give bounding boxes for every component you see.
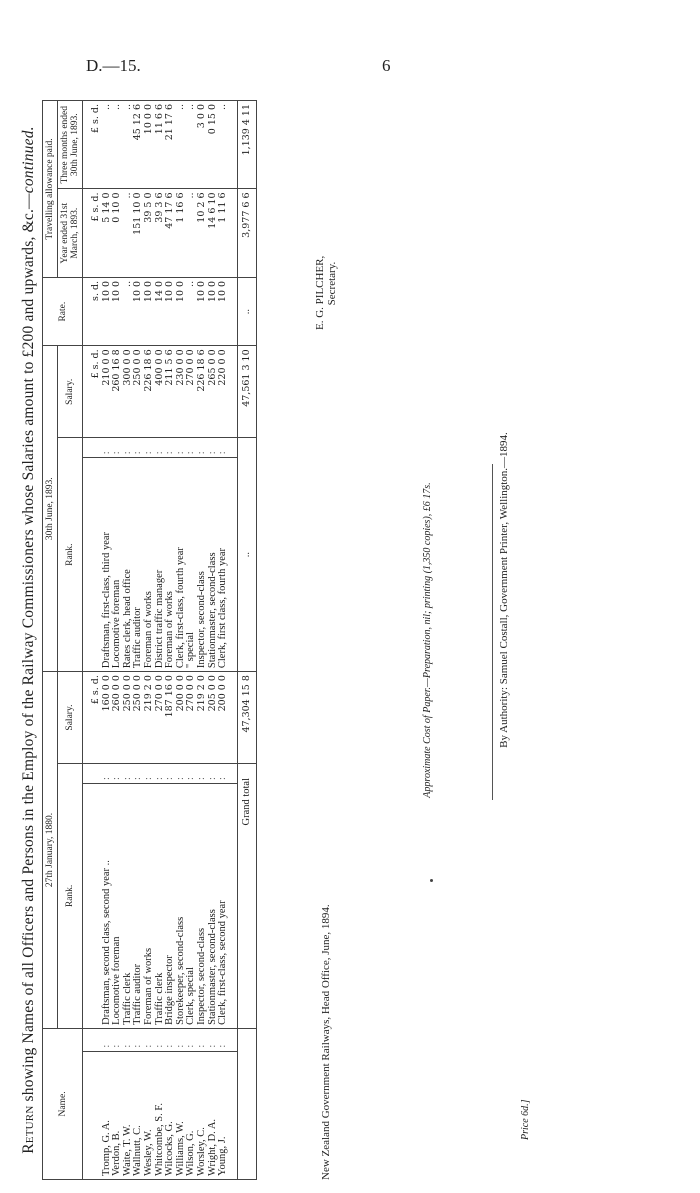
row-travel-three-months: 3 0 0 <box>197 101 208 190</box>
row-rank-1893: Clerk, first-class, fourth year <box>176 458 187 672</box>
header-travelling: Travelling allowance paid. <box>43 101 58 278</box>
row-salary-1880: 200 0 0 <box>176 672 187 764</box>
row-leader: : <box>186 1028 197 1051</box>
row-rank-1893: Foreman of works <box>144 458 155 672</box>
row-leader: : <box>165 1028 176 1051</box>
title-continued: continued. <box>20 126 37 194</box>
row-salary-1880: 270 0 0 <box>186 672 197 764</box>
header-name: Name. <box>43 1028 83 1179</box>
row-travel-three-months: 0 15 0 <box>208 101 219 190</box>
row-salary-1893: 230 0 0 <box>176 346 187 438</box>
row-salary-1893: 260 16 8 <box>112 346 123 438</box>
grand-total-row <box>237 101 257 1180</box>
row-rank-1893: Foreman of works <box>165 458 176 672</box>
row-salary-1880: 187 16 0 <box>165 672 176 764</box>
row-rate: 10 0 <box>112 277 123 345</box>
row-name: Whitcombe, S. F. <box>155 1051 166 1179</box>
row-leader: : <box>186 438 197 458</box>
row-salary-1893: 226 18 6 <box>144 346 155 438</box>
row-salary-1880: 205 0 0 <box>208 672 219 764</box>
row-leader: : <box>112 763 123 783</box>
row-leader: : <box>112 438 123 458</box>
signature-block <box>314 256 338 330</box>
page-number: 6 <box>382 56 391 75</box>
units-row <box>83 101 102 1180</box>
row-leader: : <box>102 438 113 458</box>
row-rank-1880: Inspector, second-class <box>197 783 208 1028</box>
row-salary-1880: 219 2 0 <box>144 672 155 764</box>
row-travel-three-months: .. <box>186 101 197 190</box>
row-leader: : <box>218 1028 237 1051</box>
row-travel-year: 0 10 0 <box>112 189 123 277</box>
price: Price 6d.] <box>520 1099 531 1140</box>
row-rank-1893: Inspector, second-class <box>197 458 208 672</box>
row-name: Tromp, G. A. <box>102 1051 113 1179</box>
row-travel-year: 1 16 6 <box>176 189 187 277</box>
unit-label: £ s. d. <box>83 189 102 277</box>
row-salary-1893: 300 0 0 <box>123 346 134 438</box>
row-travel-year: 10 2 6 <box>197 189 208 277</box>
header-june-1893: 30th June, 1893. <box>43 346 58 672</box>
row-leader: : <box>208 1028 219 1051</box>
row-travel-three-months: 45 12 6 <box>133 101 144 190</box>
row-name: Worsley, C. <box>197 1051 208 1179</box>
row-leader: : <box>197 1028 208 1051</box>
table-row <box>144 101 155 1180</box>
unit-label: £ s. d. <box>83 672 102 764</box>
row-leader: : <box>133 1028 144 1051</box>
row-rate: 10 0 <box>144 277 155 345</box>
row-rank-1880: Locomotive foreman <box>112 783 123 1028</box>
row-salary-1880: 260 0 0 <box>112 672 123 764</box>
row-travel-year: .. <box>123 189 134 277</box>
row-travel-year: 14 6 10 <box>208 189 219 277</box>
authority-rule <box>492 464 493 800</box>
row-travel-three-months: .. <box>176 101 187 190</box>
row-leader: : <box>102 1028 113 1051</box>
row-rank-1893: Rates clerk, head office <box>123 458 134 672</box>
total-rate: .. <box>237 277 257 345</box>
unit-label: s. d. <box>83 277 102 345</box>
office-line: New Zealand Government Railways, Head Office, June, 1894. <box>320 904 332 1180</box>
row-travel-three-months: .. <box>218 101 237 190</box>
row-rank-1880: Traffic auditor <box>133 783 144 1028</box>
row-rank-1880: Storekeeper, second-class <box>176 783 187 1028</box>
row-salary-1893: 265 0 0 <box>208 346 219 438</box>
header-year-ended: Year ended 31st March, 1893. <box>58 189 83 277</box>
row-leader: : <box>133 438 144 458</box>
row-rank-1880: Traffic clerk <box>155 783 166 1028</box>
row-leader: : <box>176 1028 187 1051</box>
row-rank-1880: Draftsman, second class, second year .. <box>102 783 113 1028</box>
row-salary-1893: 220 0 0 <box>218 346 237 438</box>
row-travel-three-months: .. <box>112 101 123 190</box>
row-leader: : <box>144 763 155 783</box>
row-rank-1880: Foreman of works <box>144 783 155 1028</box>
row-travel-year: 39 3 6 <box>155 189 166 277</box>
row-rate: 10 0 <box>102 277 113 345</box>
header-rank-1893: Rank. <box>58 438 83 672</box>
row-leader: : <box>208 763 219 783</box>
row-salary-1880: 200 0 0 <box>218 672 237 764</box>
row-rate: 10 0 <box>197 277 208 345</box>
row-travel-year: 151 10 0 <box>133 189 144 277</box>
header-jan-1880: 27th January, 1880. <box>43 672 58 1029</box>
total-salary-1893: 47,561 3 10 <box>237 346 257 438</box>
total-travel-year: 3,977 6 6 <box>237 189 257 277</box>
row-leader: : <box>155 1028 166 1051</box>
title-text: showing Names of all Officers and Persons in the Employ of the Railway Commissioners whose Salaries amount to £200 and upwards, &c.— <box>20 193 37 1106</box>
header-salary-1893: Salary. <box>58 346 83 438</box>
row-rank-1893: Stationmaster, second-class <box>208 458 219 672</box>
row-name: Verdon, B. <box>112 1051 123 1179</box>
signature-name: E. G. PILCHER, <box>314 255 326 330</box>
row-rank-1893: Traffic auditor <box>133 458 144 672</box>
row-name: Waite, T. W. <box>123 1051 134 1179</box>
row-name: Wright, D. A. <box>208 1051 219 1179</box>
approximate-cost: Approximate Cost of Paper.—Preparation, nil; printing (1,350 copies), £6 17s. <box>422 482 433 798</box>
row-leader: : <box>176 438 187 458</box>
row-leader: : <box>208 438 219 458</box>
document-code: D.—15. <box>86 56 141 75</box>
row-rate: 10 0 <box>208 277 219 345</box>
row-leader: : <box>155 763 166 783</box>
row-rate: .. <box>123 277 134 345</box>
row-rank-1893: Draftsman, first-class, third year <box>102 458 113 672</box>
row-rank-1893: Clerk, first class, fourth year <box>218 458 237 672</box>
header-rank-1880: Rank. <box>58 763 83 1028</box>
row-rate: 14 0 <box>155 277 166 345</box>
printer-authority: By Authority: Samuel Costall, Government Printer, Wellington.—1894. <box>498 432 510 748</box>
row-leader: : <box>218 763 237 783</box>
row-travel-year: .. <box>186 189 197 277</box>
row-rank-1880: Clerk, special <box>186 783 197 1028</box>
signature-title: Secretary. <box>326 261 338 306</box>
row-salary-1893: 250 0 0 <box>133 346 144 438</box>
row-leader: : <box>218 438 237 458</box>
table-row <box>197 101 208 1180</box>
header-salary-1880: Salary. <box>58 672 83 764</box>
row-rate: .. <box>186 277 197 345</box>
row-salary-1880: 270 0 0 <box>155 672 166 764</box>
row-name: Young, J. <box>218 1051 237 1179</box>
row-travel-three-months: 21 17 6 <box>165 101 176 190</box>
table-row <box>218 101 237 1180</box>
total-label: Grand total <box>237 763 257 1028</box>
row-leader: : <box>133 763 144 783</box>
row-salary-1893: 210 0 0 <box>102 346 113 438</box>
row-leader: : <box>123 763 134 783</box>
row-travel-year: 5 14 0 <box>102 189 113 277</box>
row-leader: : <box>197 763 208 783</box>
title-lead: Return <box>20 1105 37 1154</box>
total-salary-1880: 47,304 15 8 <box>237 672 257 764</box>
row-salary-1893: 226 18 6 <box>197 346 208 438</box>
row-rank-1880: Traffic clerk <box>123 783 134 1028</box>
row-name: Williams, W. <box>176 1051 187 1179</box>
row-leader: : <box>165 763 176 783</box>
row-salary-1880: 219 2 0 <box>197 672 208 764</box>
row-rank-1893: District traffic manager <box>155 458 166 672</box>
row-travel-year: 47 17 6 <box>165 189 176 277</box>
unit-label: £ s. d. <box>83 101 102 190</box>
row-salary-1880: 250 0 0 <box>133 672 144 764</box>
row-rank-1880: Stationmaster, second-class <box>208 783 219 1028</box>
row-leader: : <box>186 763 197 783</box>
row-leader: : <box>197 438 208 458</box>
row-salary-1893: 270 0 0 <box>186 346 197 438</box>
rotated-page-content <box>20 100 640 1180</box>
return-table <box>42 100 257 1180</box>
row-travel-three-months: .. <box>123 101 134 190</box>
row-leader: : <box>112 1028 123 1051</box>
row-rank-1880: Clerk, first-class, second year <box>218 783 237 1028</box>
row-rank-1893: Locomotive foreman <box>112 458 123 672</box>
row-rank-1893: " special <box>186 458 197 672</box>
row-rate: 10 0 <box>218 277 237 345</box>
row-name: Wilson, G. <box>186 1051 197 1179</box>
header-three-months: Three months ended 30th June, 1893. <box>58 101 83 190</box>
row-salary-1880: 250 0 0 <box>123 672 134 764</box>
row-leader: : <box>155 438 166 458</box>
unit-label: £ s. d. <box>83 346 102 438</box>
row-rate: 10 0 <box>165 277 176 345</box>
row-rate: 10 0 <box>176 277 187 345</box>
row-leader: : <box>144 438 155 458</box>
row-name: Wallnutt, C. <box>133 1051 144 1179</box>
header-rate: Rate. <box>43 277 83 345</box>
row-rate: 10 0 <box>133 277 144 345</box>
row-rank-1880: Bridge inspector <box>165 783 176 1028</box>
row-travel-year: 39 5 0 <box>144 189 155 277</box>
row-leader: : <box>176 763 187 783</box>
row-travel-year: 1 11 6 <box>218 189 237 277</box>
return-title <box>20 100 38 1180</box>
row-leader: : <box>123 438 134 458</box>
row-leader: : <box>123 1028 134 1051</box>
row-name: Wilcocks, G. <box>165 1051 176 1179</box>
row-leader: : <box>165 438 176 458</box>
total-travel-three-months: 1,139 4 11 <box>237 101 257 190</box>
row-salary-1880: 160 0 0 <box>102 672 113 764</box>
row-salary-1893: 211 5 6 <box>165 346 176 438</box>
row-travel-three-months: 11 6 6 <box>155 101 166 190</box>
row-leader: : <box>102 763 113 783</box>
row-travel-three-months: .. <box>102 101 113 190</box>
row-name: Wesley, W. <box>144 1051 155 1179</box>
row-leader: : <box>144 1028 155 1051</box>
row-travel-three-months: 10 0 0 <box>144 101 155 190</box>
total-rank-1893: .. <box>237 438 257 672</box>
row-salary-1893: 400 0 0 <box>155 346 166 438</box>
